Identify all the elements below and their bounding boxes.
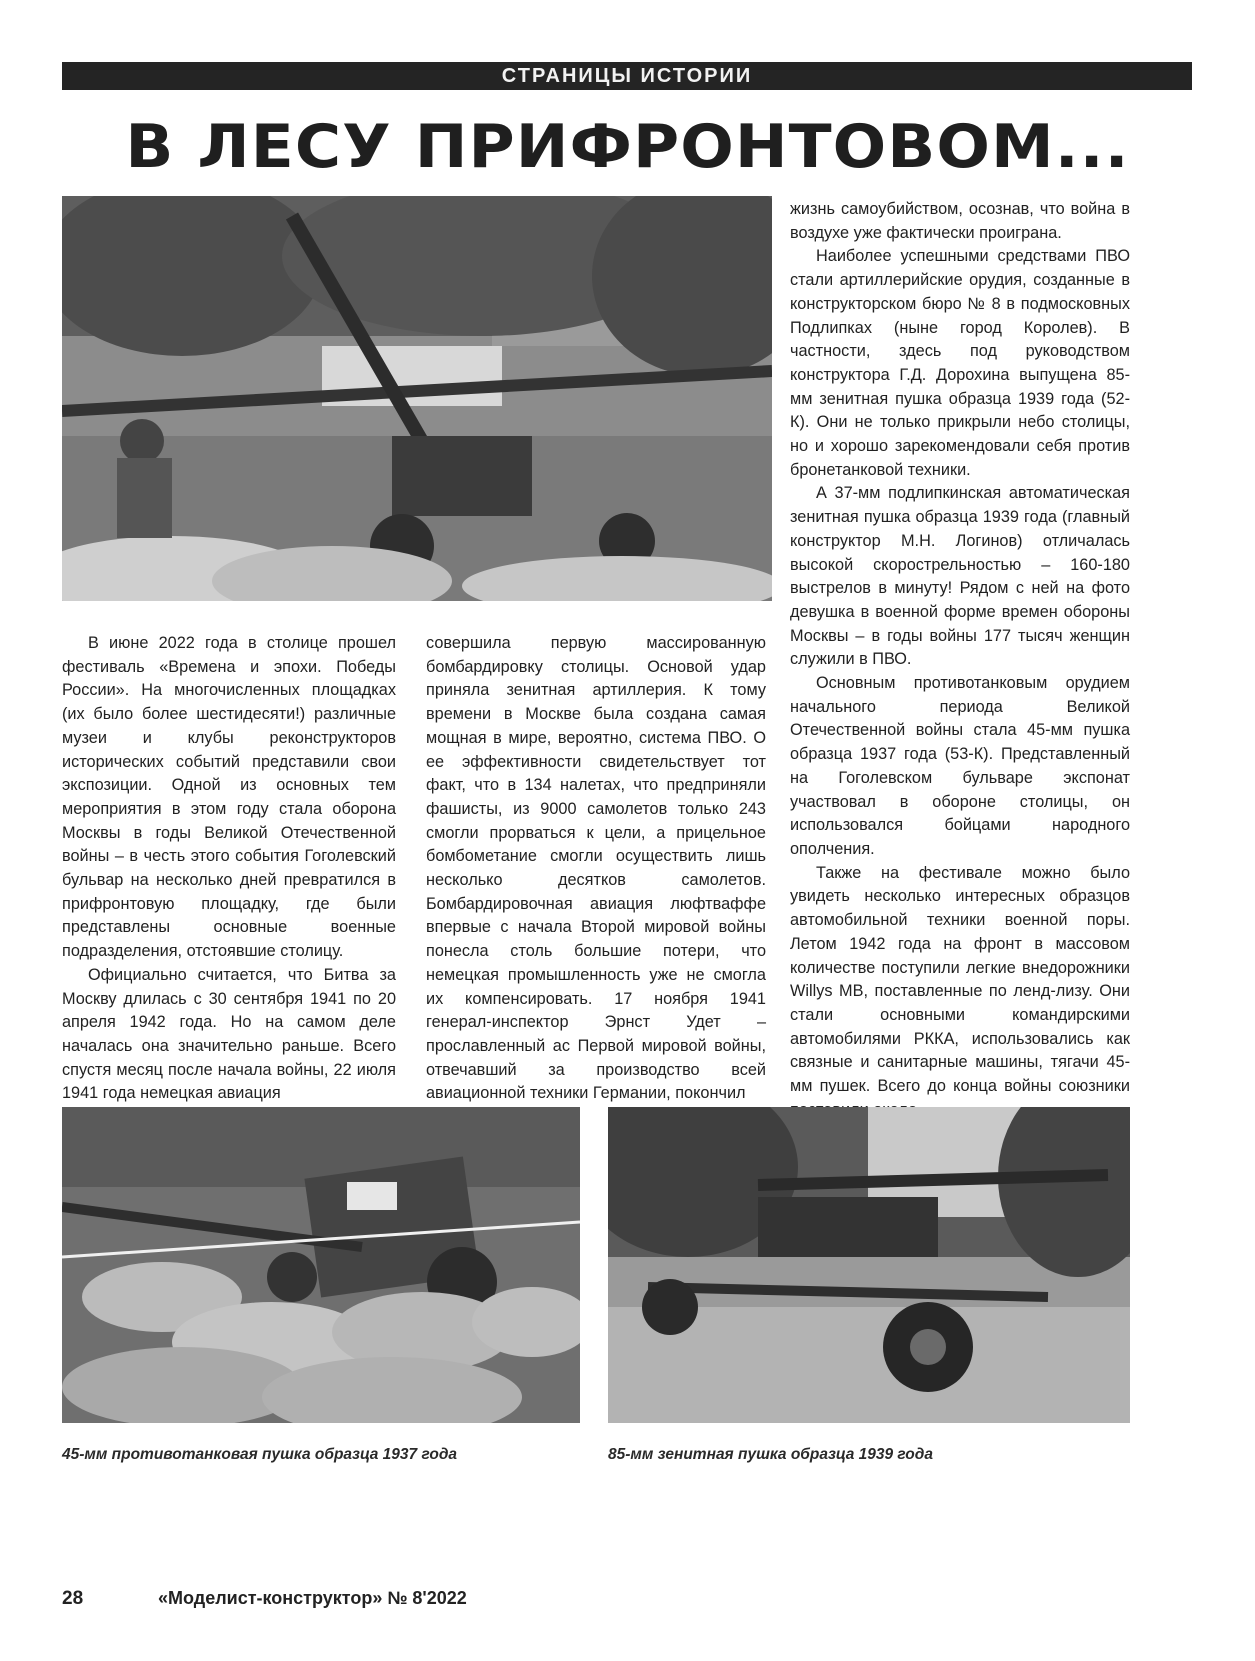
paragraph: Наиболее успешными средствами ПВО стали артиллерийские орудия, созданные в конструкторском бюро № 8 в подмосковных Подлипках (ныне город Королев). В частности, здесь под руководством конструктора Г.Д. Дорохина выпущена 85-мм зенитная пушка образца 1939 года (52-К). Они не только прикрыли небо столицы, но и хорошо зарекомендовали себя против бронетанковой техники. <box>790 247 1130 479</box>
text-column-middle <box>426 632 766 1106</box>
paragraph: Официально считается, что Битва за Москву длилась с 30 сентября 1941 по 20 апреля 1942 года. Но на самом деле началась она значительно раньше. Всего спустя месяц после начала войны, 22 июля 1941 года немецкая авиация <box>62 965 396 1103</box>
photo-anti-aircraft-gun-85mm <box>608 1107 1130 1423</box>
photo-caption-right: 85-мм зенитная пушка образца 1939 года <box>608 1446 933 1463</box>
paragraph: А 37-мм подлипкинская автоматическая зенитная пушка образца 1939 года (главный конструктор М.Н. Логинов) отличалась высокой скорострельностью – 160-180 выстрелов в минуту! Рядом с ней на фото девушка в военной форме времен обороны Москвы – в годы войны 177 тысяч женщин служили в ПВО. <box>790 484 1130 669</box>
photo-anti-aircraft-gun-37mm <box>62 196 772 601</box>
text-column-right-top <box>790 198 1130 1122</box>
paragraph: совершила первую массированную бомбардировку столицы. Основой удар приняла зенитная артиллерия. К тому времени в Москве была создана самая мощная в мире, вероятно, система ПВО. О ее эффективности свидетельствует тот факт, что в 134 налетах, что предприняли фашисты, из 9000 самолетов только 243 смогли прорваться к цели, а прицельное бомбометание смогли осуществить лишь несколько десятков самолетов. Бомбардировочная авиация люфтваффе впервые с начала Второй мировой войны понесла столь большие потери, что немецкая промышленность уже не смогла их компенсировать. 17 ноября 1941 генерал-инспектор Эрнст Удет – прославленный ас Первой мировой войны, отвечавший за производство всей авиационной техники Германии, покончил <box>426 634 766 1103</box>
journal-name: «Моделист-конструктор» № 8'2022 <box>158 1588 467 1608</box>
photo-caption-left: 45-мм противотанковая пушка образца 1937 года <box>62 1446 458 1463</box>
text-column-left <box>62 632 396 1106</box>
photo-anti-tank-gun-45mm <box>62 1107 580 1423</box>
paragraph: Основным противотанковым орудием начального периода Великой Отечественной войны стала 45-мм пушка образца 1937 года (53-К). Представленный на Гоголевском бульваре экспонат участвовал в обороне столицы, он использовался бойцами народного ополчения. <box>790 674 1130 858</box>
paragraph: Также на фестивале можно было увидеть несколько интересных образцов автомобильной техники военной поры. Летом 1942 года на фронт в массовом количестве поступили легкие внедорожники Willys MB, поставленные по ленд-лизу. Они стали основными командирскими автомобилями РККА, использовались как связные и санитарные машины, тягачи 45-мм пушек. Всего до конца войны союзники <box>790 863 1130 1096</box>
section-header: СТРАНИЦЫ ИСТОРИИ <box>62 62 1192 90</box>
article-title: В ЛЕСУ ПРИФРОНТОВОМ... <box>125 112 1130 182</box>
page-number: 28 <box>62 1588 84 1609</box>
paragraph: жизнь самоубийством, осознав, что война в воздухе уже фактически проиграна. <box>790 200 1130 242</box>
paragraph: В июне 2022 года в столице прошел фестиваль «Времена и эпохи. Победы России». На многочисленных площадках (их было более шестидесяти!) различные музеи и клубы реконструкторов исторических событий представили свои экспозиции. Одной из основных тем мероприятия в этом году стала оборона Москвы в годы Великой Отечественной войны – в честь этого события Гоголевский бульвар на несколько дней превратился в прифронтовую площадку, где были представлены основные военные подразделения, отстоявшие столицу. <box>62 634 396 961</box>
